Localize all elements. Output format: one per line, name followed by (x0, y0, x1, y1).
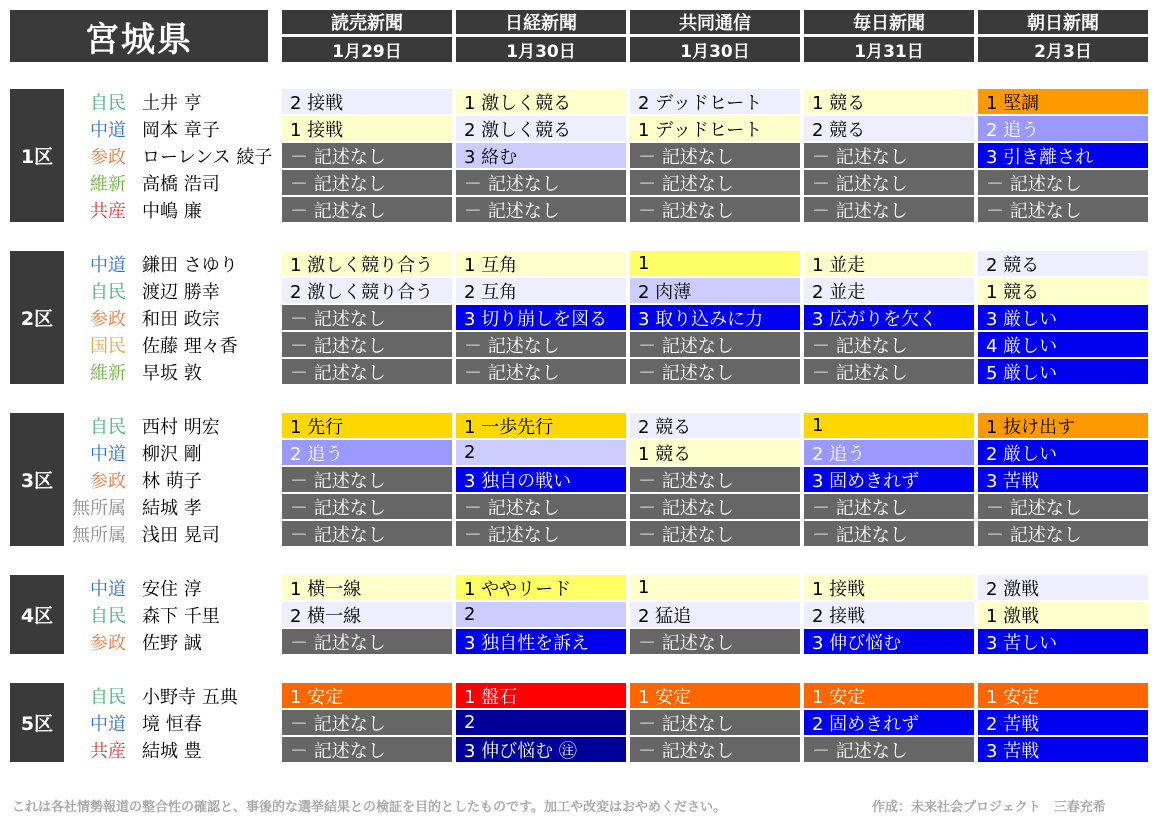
forecast-cell: 3 取り込みに力 (630, 305, 800, 330)
forecast-cell: 2 固めきれず (804, 710, 974, 735)
forecast-cell: 1 安定 (978, 683, 1148, 708)
forecast-cell: － 記述なし (456, 521, 626, 546)
footer-credit: 作成：未来社会プロジェクト 三春充希 (872, 800, 1106, 815)
forecast-cell: 1 並走 (804, 251, 974, 276)
forecast-cell: 1 激戦 (978, 602, 1148, 627)
forecast-cell: － 記述なし (282, 359, 452, 384)
forecast-cell: 1 先行 (282, 413, 452, 438)
forecast-cell: － 記述なし (630, 332, 800, 357)
forecast-cell: 2 接戦 (804, 602, 974, 627)
candidate-name: 高橋 浩司 (142, 174, 220, 195)
candidate-name: 境 恒春 (142, 714, 202, 735)
candidate-party: 中道 (90, 255, 126, 276)
forecast-cell: 2 (456, 710, 626, 735)
forecast-cell: － 記述なし (456, 170, 626, 195)
candidate-name: 渡辺 勝幸 (142, 282, 220, 303)
forecast-cell: 2 デッドヒート (630, 89, 800, 114)
paper-header (282, 10, 452, 62)
forecast-cell: 1 (630, 251, 800, 276)
district-label: 3区 (10, 413, 64, 546)
forecast-cell: － 記述なし (804, 737, 974, 762)
forecast-cell: 1 ややリード (456, 575, 626, 600)
candidate-name: ローレンス 綾子 (142, 147, 273, 168)
forecast-cell: － 記述なし (282, 710, 452, 735)
forecast-cell: 2 互角 (456, 278, 626, 303)
forecast-cell: 1 堅調 (978, 89, 1148, 114)
forecast-cell: 2 苦戦 (978, 710, 1148, 735)
candidate-name: 土井 亨 (142, 93, 202, 114)
forecast-cell: － 記述なし (804, 170, 974, 195)
forecast-cell: 2 肉薄 (630, 278, 800, 303)
candidate-party: 自民 (90, 93, 126, 114)
forecast-cell: 3 伸び悩む ㊟ (456, 737, 626, 762)
forecast-cell: － 記述なし (282, 521, 452, 546)
forecast-cell: － 記述なし (456, 332, 626, 357)
forecast-cell: 3 苦しい (978, 629, 1148, 654)
candidate-party: 中道 (90, 444, 126, 465)
forecast-cell: 4 厳しい (978, 332, 1148, 357)
paper-date: 2月3日 (978, 37, 1148, 62)
forecast-cell: － 記述なし (282, 467, 452, 492)
forecast-cell: 2 追う (282, 440, 452, 465)
forecast-cell: 3 独自性を訴え (456, 629, 626, 654)
candidate-party: 自民 (90, 282, 126, 303)
forecast-cell: 2 追う (978, 116, 1148, 141)
forecast-cell: 1 競る (978, 278, 1148, 303)
candidate-name: 鎌田 さゆり (142, 255, 238, 276)
paper-date: 1月31日 (804, 37, 974, 62)
forecast-cell: － 記述なし (804, 143, 974, 168)
forecast-cell: 2 激しく競り合う (282, 278, 452, 303)
candidate-party: 自民 (90, 417, 126, 438)
forecast-cell: 1 安定 (630, 683, 800, 708)
paper-name: 読売新聞 (282, 10, 452, 34)
candidate-party: 無所属 (72, 498, 126, 519)
forecast-cell: 1 一歩先行 (456, 413, 626, 438)
candidate-party: 中道 (90, 120, 126, 141)
forecast-cell: 3 独自の戦い (456, 467, 626, 492)
forecast-cell: － 記述なし (630, 494, 800, 519)
forecast-cell: － 記述なし (456, 494, 626, 519)
forecast-cell: 2 激しく競る (456, 116, 626, 141)
forecast-cell: － 記述なし (804, 332, 974, 357)
forecast-cell: － 記述なし (282, 197, 452, 222)
footer-note: これは各社情勢報道の整合性の確認と、事後的な選挙結果との検証を目的としたものです。加工や改変はおやめください。 (12, 800, 726, 815)
candidate-name: 早坂 敦 (142, 363, 202, 384)
forecast-cell: 2 激戦 (978, 575, 1148, 600)
forecast-cell: 2 追う (804, 440, 974, 465)
forecast-cell: 2 (456, 440, 626, 465)
candidate-name: 中嶋 廉 (142, 201, 202, 222)
paper-header (456, 10, 626, 62)
paper-name: 共同通信 (630, 10, 800, 34)
paper-header (804, 10, 974, 62)
candidate-party: 維新 (90, 174, 126, 195)
paper-name: 毎日新聞 (804, 10, 974, 34)
candidate-name: 岡本 章子 (142, 120, 220, 141)
forecast-cell: － 記述なし (282, 737, 452, 762)
district-label: 2区 (10, 251, 64, 384)
candidate-name: 佐野 誠 (142, 633, 202, 654)
forecast-cell: － 記述なし (630, 170, 800, 195)
forecast-cell: 2 横一線 (282, 602, 452, 627)
forecast-cell: 1 (804, 413, 974, 438)
forecast-cell: － 記述なし (630, 467, 800, 492)
candidate-name: 柳沢 剛 (142, 444, 202, 465)
forecast-cell: 3 切り崩しを図る (456, 305, 626, 330)
forecast-cell: － 記述なし (630, 359, 800, 384)
candidate-name: 結城 豊 (142, 741, 202, 762)
forecast-cell: 1 競る (630, 440, 800, 465)
forecast-cell: － 記述なし (630, 629, 800, 654)
forecast-cell: 2 競る (978, 251, 1148, 276)
candidate-name: 安住 淳 (142, 579, 202, 600)
forecast-cell: 3 絡む (456, 143, 626, 168)
forecast-cell: 2 厳しい (978, 440, 1148, 465)
forecast-cell: － 記述なし (978, 494, 1148, 519)
candidate-name: 森下 千里 (142, 606, 220, 627)
paper-name: 朝日新聞 (978, 10, 1148, 34)
paper-header (630, 10, 800, 62)
forecast-cell: － 記述なし (804, 494, 974, 519)
forecast-cell: － 記述なし (804, 197, 974, 222)
forecast-cell: 5 厳しい (978, 359, 1148, 384)
candidate-party: 国民 (90, 336, 126, 357)
candidate-name: 西村 明宏 (142, 417, 220, 438)
forecast-cell: 3 苦戦 (978, 467, 1148, 492)
candidate-name: 結城 孝 (142, 498, 202, 519)
forecast-cell: － 記述なし (282, 332, 452, 357)
forecast-cell: 3 苦戦 (978, 737, 1148, 762)
paper-date: 1月30日 (456, 37, 626, 62)
forecast-cell: 2 接戦 (282, 89, 452, 114)
district-label: 5区 (10, 683, 64, 762)
candidate-party: 共産 (90, 201, 126, 222)
forecast-cell: － 記述なし (978, 521, 1148, 546)
paper-name: 日経新聞 (456, 10, 626, 34)
district-label: 1区 (10, 89, 64, 222)
forecast-cell: 1 激しく競る (456, 89, 626, 114)
forecast-cell: 3 広がりを欠く (804, 305, 974, 330)
forecast-cell: 2 猛追 (630, 602, 800, 627)
forecast-cell: 1 接戦 (282, 116, 452, 141)
forecast-cell: 3 厳しい (978, 305, 1148, 330)
forecast-cell: 1 激しく競り合う (282, 251, 452, 276)
forecast-cell: － 記述なし (282, 143, 452, 168)
candidate-party: 共産 (90, 741, 126, 762)
forecast-cell: － 記述なし (456, 359, 626, 384)
candidate-name: 浅田 晃司 (142, 525, 220, 546)
district-label: 4区 (10, 575, 64, 654)
forecast-cell: － 記述なし (630, 521, 800, 546)
candidate-name: 林 萌子 (142, 471, 202, 492)
forecast-cell: 1 横一線 (282, 575, 452, 600)
forecast-cell: － 記述なし (282, 494, 452, 519)
forecast-cell: － 記述なし (630, 710, 800, 735)
candidate-party: 無所属 (72, 525, 126, 546)
forecast-cell: － 記述なし (630, 197, 800, 222)
candidate-party: 中道 (90, 579, 126, 600)
forecast-cell: 1 抜け出す (978, 413, 1148, 438)
candidate-party: 参政 (90, 309, 126, 330)
prefecture-title: 宮城県 (10, 10, 268, 62)
forecast-cell: － 記述なし (282, 629, 452, 654)
forecast-cell: 1 デッドヒート (630, 116, 800, 141)
forecast-cell: 2 競る (804, 116, 974, 141)
forecast-cell: 2 (456, 602, 626, 627)
forecast-cell: － 記述なし (804, 359, 974, 384)
candidate-party: 参政 (90, 633, 126, 654)
candidate-name: 和田 政宗 (142, 309, 220, 330)
forecast-cell: 1 競る (804, 89, 974, 114)
forecast-cell: 1 互角 (456, 251, 626, 276)
forecast-cell: 1 (630, 575, 800, 600)
forecast-cell: － 記述なし (630, 143, 800, 168)
paper-date: 1月30日 (630, 37, 800, 62)
paper-header (978, 10, 1148, 62)
forecast-cell: 1 接戦 (804, 575, 974, 600)
forecast-cell: 1 安定 (282, 683, 452, 708)
forecast-cell: － 記述なし (804, 521, 974, 546)
paper-date: 1月29日 (282, 37, 452, 62)
candidate-name: 小野寺 五典 (142, 687, 238, 708)
candidate-party: 参政 (90, 471, 126, 492)
forecast-cell: － 記述なし (282, 170, 452, 195)
forecast-cell: 3 固めきれず (804, 467, 974, 492)
candidate-party: 自民 (90, 606, 126, 627)
forecast-cell: － 記述なし (978, 170, 1148, 195)
candidate-party: 中道 (90, 714, 126, 735)
forecast-cell: 2 競る (630, 413, 800, 438)
forecast-cell: 1 盤石 (456, 683, 626, 708)
candidate-party: 維新 (90, 363, 126, 384)
forecast-cell: － 記述なし (456, 197, 626, 222)
forecast-cell: 3 伸び悩む (804, 629, 974, 654)
candidate-party: 自民 (90, 687, 126, 708)
candidate-name: 佐藤 理々香 (142, 336, 238, 357)
forecast-cell: － 記述なし (978, 197, 1148, 222)
forecast-cell: 1 安定 (804, 683, 974, 708)
forecast-cell: 3 引き離され (978, 143, 1148, 168)
candidate-party: 参政 (90, 147, 126, 168)
forecast-cell: － 記述なし (282, 305, 452, 330)
forecast-cell: 2 並走 (804, 278, 974, 303)
forecast-cell: － 記述なし (630, 737, 800, 762)
